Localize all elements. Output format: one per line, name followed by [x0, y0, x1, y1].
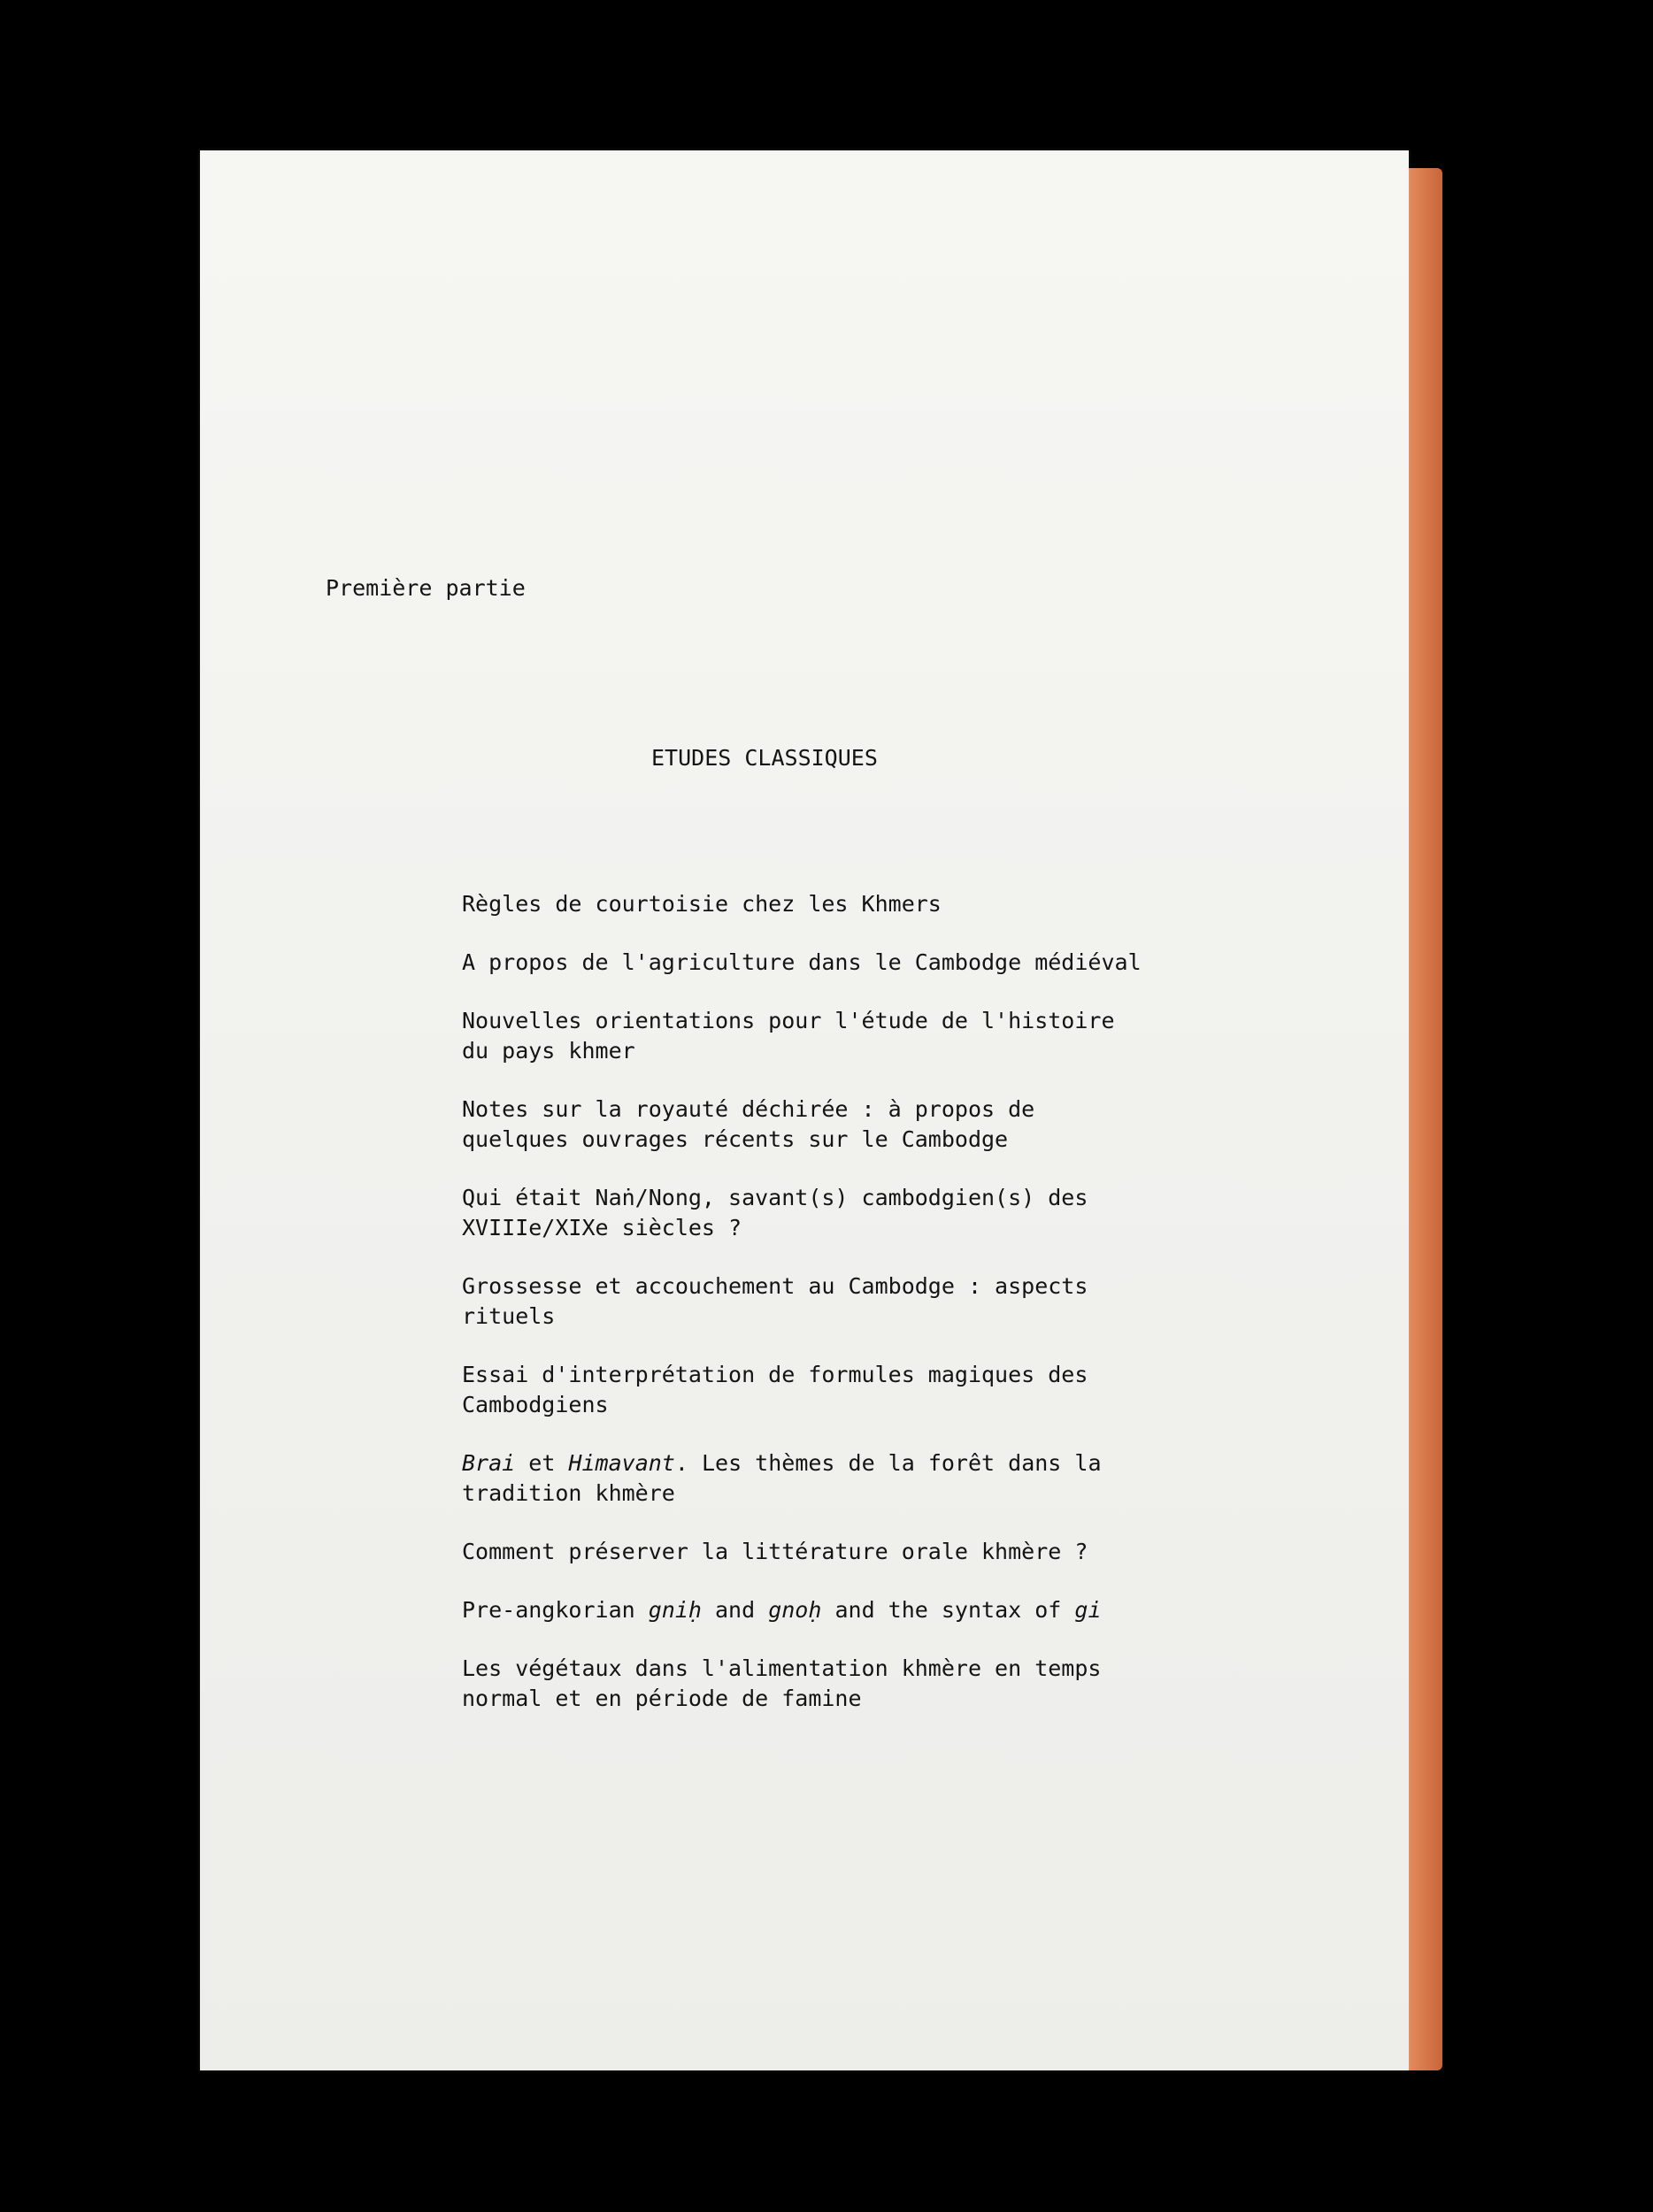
section-title: ETUDES CLASSIQUES [651, 745, 878, 771]
toc-line: Qui était Naṅ/Nong, savant(s) cambodgien(s) des [462, 1185, 1088, 1210]
toc-item [462, 1271, 1142, 1332]
toc-line: Les végétaux dans l'alimentation khmère en temps [462, 1655, 1102, 1681]
toc-item [462, 1537, 1142, 1567]
toc-line: Notes sur la royauté déchirée : à propos de [462, 1096, 1035, 1122]
table-of-contents [462, 889, 1142, 1742]
toc-italic-text: Brai [462, 1450, 516, 1476]
part-label: Première partie [326, 575, 526, 601]
toc-item [462, 1595, 1142, 1625]
toc-line: A propos de l'agriculture dans le Cambodge médiéval [462, 949, 1142, 975]
toc-text: . Les thèmes de la forêt dans la [674, 1450, 1102, 1476]
toc-italic-text: gi [1074, 1597, 1102, 1623]
toc-item [462, 889, 1142, 919]
toc-line: quelques ouvrages récents sur le Cambodge [462, 1126, 1009, 1152]
toc-line: XVIIIe/XIXe siècles ? [462, 1215, 742, 1240]
toc-item [462, 1094, 1142, 1155]
toc-line: du pays khmer [462, 1038, 635, 1064]
toc-item [462, 1654, 1142, 1714]
toc-line: Règles de courtoisie chez les Khmers [462, 891, 942, 917]
document-page [200, 150, 1409, 2070]
toc-line: normal et en période de famine [462, 1686, 862, 1711]
toc-line [462, 1595, 1142, 1625]
toc-text: Pre-angkorian [462, 1597, 649, 1623]
toc-line: tradition khmère [462, 1480, 675, 1506]
toc-item [462, 1006, 1142, 1066]
toc-text: and the syntax of [821, 1597, 1075, 1623]
toc-line: Nouvelles orientations pour l'étude de l'histoire [462, 1008, 1115, 1033]
toc-text: and [701, 1597, 769, 1623]
toc-line: Cambodgiens [462, 1392, 609, 1417]
toc-line: Essai d'interprétation de formules magiques des [462, 1362, 1088, 1387]
toc-line: Comment préserver la littérature orale khmère ? [462, 1539, 1088, 1564]
toc-line: Grossesse et accouchement au Cambodge : aspects [462, 1273, 1088, 1299]
toc-italic-text: gniḥ [648, 1597, 702, 1623]
toc-item [462, 1360, 1142, 1420]
toc-item [462, 1448, 1142, 1509]
toc-italic-text: gnoḥ [768, 1597, 822, 1623]
toc-item [462, 948, 1142, 978]
toc-italic-text: Himavant [568, 1450, 675, 1476]
toc-line [462, 1448, 1142, 1479]
toc-text: et [515, 1450, 569, 1476]
toc-line: rituels [462, 1303, 556, 1329]
toc-item [462, 1183, 1142, 1243]
